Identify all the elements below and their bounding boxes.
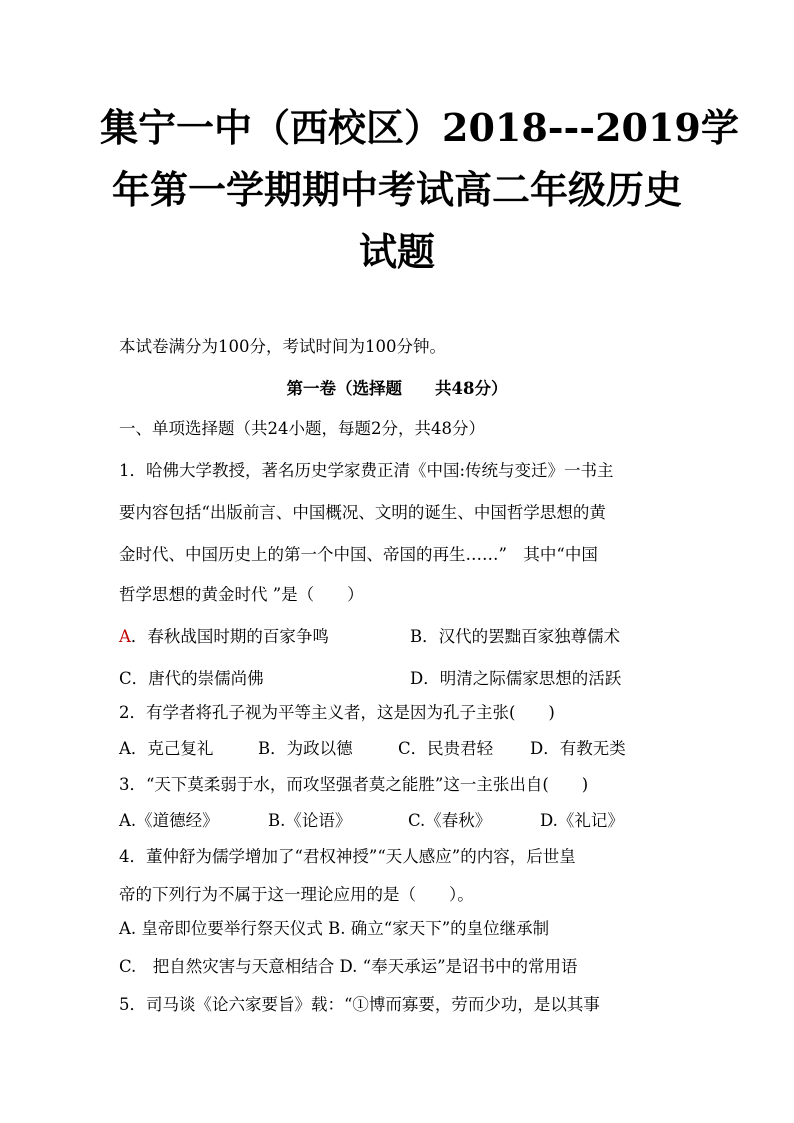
q1-option-a-rest: ．春秋战国时期的百家争鸣 (130, 627, 329, 646)
q3-stem: 3．“天下莫柔弱于水，而攻坚强者莫之能胜”这一主张出自( ) (119, 775, 589, 794)
q1-option-c: C．唐代的崇儒尚佛 (119, 669, 264, 688)
q2-option-b: B．为政以德 (258, 739, 353, 758)
q1-stem-line-1: 1．哈佛大学教授，著名历史学家费正清《中国:传统与变迁》一书主 (119, 461, 614, 480)
part-heading: 一、单项选择题（共24小题，每题2分，共48分） (119, 419, 485, 438)
q4-options-ab: A. 皇帝即位要举行祭天仪式 B. 确立“家天下”的皇位继承制 (119, 919, 550, 938)
q5-stem-line-1: 5．司马谈《论六家要旨》载：“①博而寡要，劳而少功，是以其事 (119, 995, 600, 1014)
q4-stem-line-2: 帝的下列行为不属于这一理论应用的是（ ）。 (119, 885, 474, 904)
q2-option-c: C．民贵君轻 (398, 739, 494, 758)
q2-option-a: A．克己复礼 (119, 739, 214, 758)
q1-stem-line-3: 金时代、中国历史上的第一个中国、帝国的再生……” 其中“中国 (119, 545, 598, 564)
q4-options-cd: C. 把自然灾害与天意相结合 D. “奉天承运”是诏书中的常用语 (119, 957, 578, 976)
q2-option-d: D．有教无类 (530, 739, 626, 758)
section-title: 第一卷（选择题 共48分） (286, 379, 508, 398)
q1-option-d: D．明清之际儒家思想的活跃 (410, 669, 622, 688)
q1-option-b: B．汉代的罢黜百家独尊儒术 (410, 627, 621, 646)
q1-option-a-text (119, 627, 329, 646)
exam-title-line-2: 年第一学期期中考试高二年级历史 (111, 167, 682, 212)
q1-stem-line-2: 要内容包括“出版前言、中国概况、文明的诞生、中国哲学思想的黄 (119, 503, 606, 522)
q3-option-b: B.《论语》 (268, 811, 352, 830)
q3-option-d: D.《礼记》 (540, 811, 624, 830)
exam-intro: 本试卷满分为100分，考试时间为100分钟。 (119, 337, 446, 356)
exam-title-line-3: 试题 (358, 229, 435, 274)
q2-stem: 2．有学者将孔子视为平等主义者，这是因为孔子主张( ) (119, 703, 555, 722)
q4-stem-line-1: 4．董仲舒为儒学增加了“君权神授”“天人感应”的内容，后世皇 (119, 847, 576, 866)
q1-option-a-letter: A (119, 627, 131, 646)
q1-stem-line-4: 哲学思想的黄金时代 ”是（ ） (119, 585, 364, 604)
exam-title-line-1: 集宁一中（西校区）2018---2019学 (100, 105, 739, 150)
q1-option-a (119, 626, 329, 648)
q3-option-c: C.《春秋》 (408, 811, 492, 830)
q3-option-a: A.《道德经》 (119, 811, 219, 830)
